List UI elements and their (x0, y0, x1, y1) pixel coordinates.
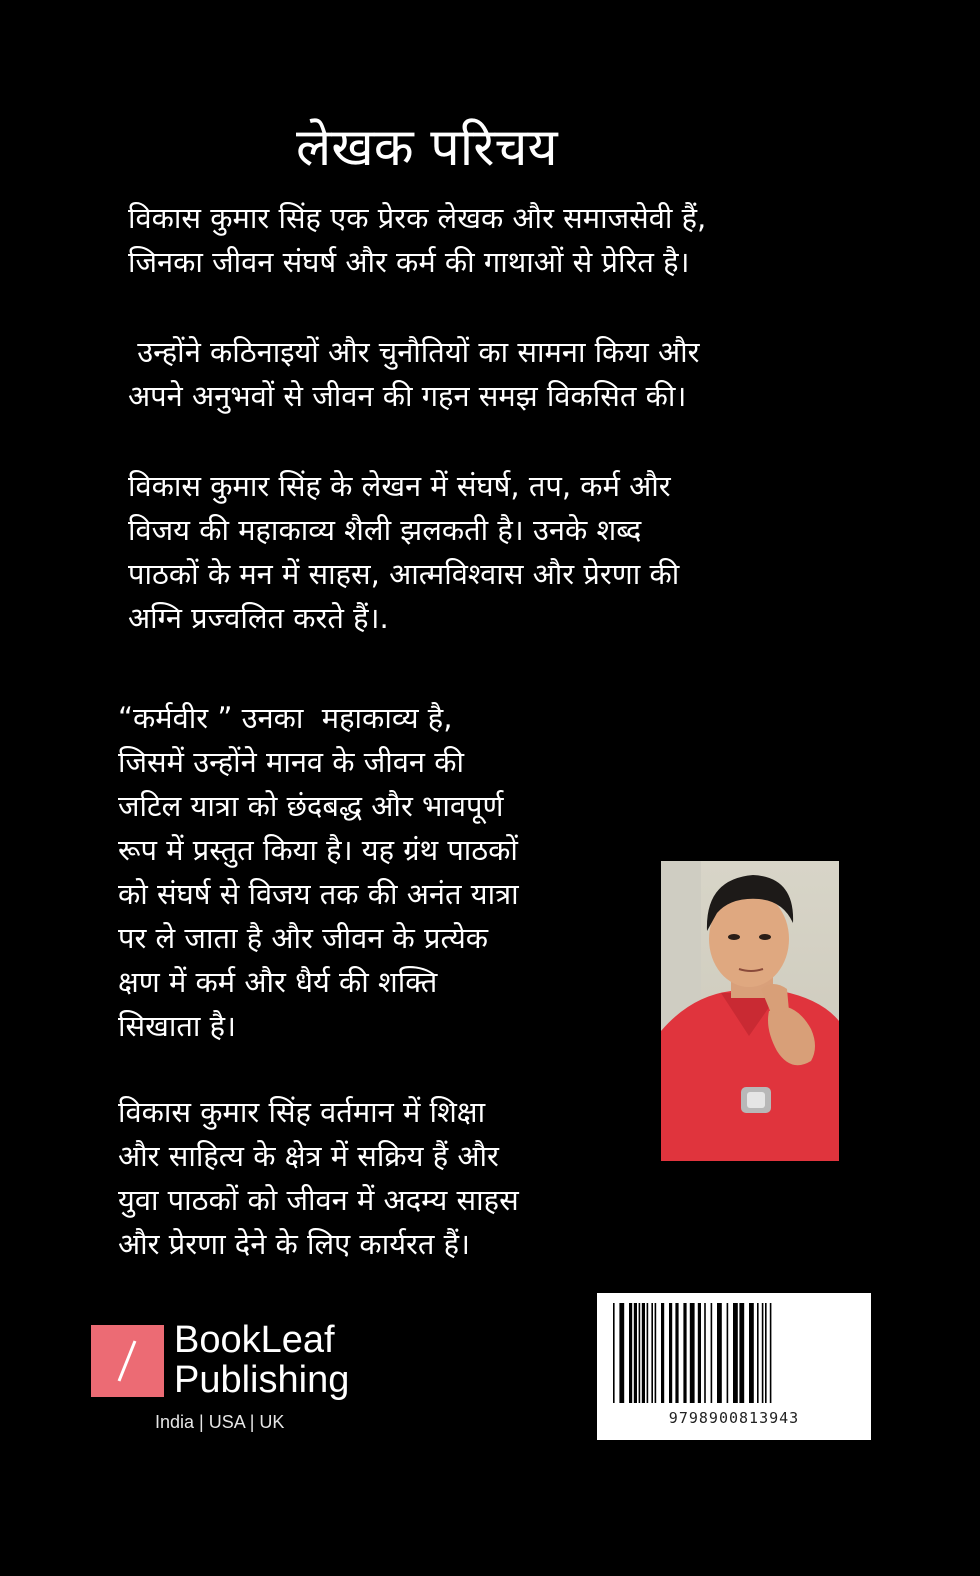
text-line: क्षण में कर्म और धैर्य की शक्ति (118, 965, 438, 999)
barcode-bar (642, 1303, 645, 1403)
barcode-bar (727, 1303, 729, 1403)
barcode-bar (704, 1303, 706, 1403)
struggle-paragraph (128, 330, 700, 418)
barcode-bar (757, 1303, 759, 1403)
isbn-barcode (597, 1293, 871, 1440)
text-line: अपने अनुभवों से जीवन की गहन समझ विकसित की। (128, 379, 687, 413)
text-line: विकास कुमार सिंह वर्तमान में शिक्षा (118, 1095, 486, 1129)
text-line: अग्नि प्रज्वलित करते हैं।. (128, 601, 389, 635)
text-line: “कर्मवीर ” उनका महाकाव्य है, (118, 701, 453, 735)
writing-style-paragraph (128, 464, 679, 640)
barcode-bar (749, 1303, 754, 1403)
slash-icon (113, 1337, 141, 1385)
text-line: रूप में प्रस्तुत किया है। यह ग्रंथ पाठकों (118, 833, 518, 867)
barcode-bar (711, 1303, 713, 1403)
text-line: पर ले जाता है और जीवन के प्रत्येक (118, 921, 489, 955)
publisher-name-line2: Publishing (174, 1359, 350, 1401)
publisher-logo-mark (91, 1325, 164, 1397)
text-line: उन्होंने कठिनाइयों और चुनौतियों का सामना किया और (128, 335, 700, 369)
barcode-bar (647, 1303, 649, 1403)
barcode-icon (609, 1303, 859, 1407)
barcode-bar (669, 1303, 672, 1403)
publisher-name (174, 1320, 349, 1400)
barcode-bar (739, 1303, 744, 1403)
text-line: को संघर्ष से विजय तक की अनंत यात्रा (118, 877, 519, 911)
text-line: जिसमें उन्होंने मानव के जीवन की (118, 745, 465, 779)
barcode-bar (698, 1303, 701, 1403)
text-line: विकास कुमार सिंह एक प्रेरक लेखक और समाजसेवी हैं, (128, 201, 707, 235)
book-description-paragraph (118, 696, 519, 1048)
barcode-bar (629, 1303, 632, 1403)
barcode-bar (619, 1303, 624, 1403)
barcode-bar (683, 1303, 686, 1403)
barcode-bar (639, 1303, 641, 1403)
barcode-bar (634, 1303, 637, 1403)
barcode-bar (770, 1303, 772, 1403)
barcode-bar (661, 1303, 664, 1403)
text-line: युवा पाठकों को जीवन में अदम्य साहस (118, 1183, 519, 1217)
publisher-tagline: India | USA | UK (155, 1412, 285, 1432)
text-line: विकास कुमार सिंह के लेखन में संघर्ष, तप, कर्म और (128, 469, 671, 503)
text-line: विजय की महाकाव्य शैली झलकती है। उनके शब्द (128, 513, 642, 547)
barcode-bar (717, 1303, 722, 1403)
barcode-bar (762, 1303, 764, 1403)
barcode-bar (733, 1303, 738, 1403)
barcode-bar (651, 1303, 653, 1403)
text-line: और प्रेरणा देने के लिए कार्यरत हैं। (118, 1227, 471, 1261)
text-line: सिखाता है। (118, 1009, 236, 1043)
text-line: जिनका जीवन संघर्ष और कर्म की गाथाओं से प्रेरित है। (128, 245, 690, 279)
author-portrait-icon (661, 861, 839, 1161)
author-photo (661, 861, 839, 1161)
text-line: पाठकों के मन में साहस, आत्मविश्वास और प्रेरणा की (128, 557, 680, 591)
intro-paragraph (128, 196, 706, 284)
barcode-bar (765, 1303, 767, 1403)
barcode-bar (613, 1303, 615, 1403)
text-line: जटिल यात्रा को छंदबद्ध और भावपूर्ण (118, 789, 504, 823)
barcode-bar (655, 1303, 657, 1403)
barcode-bar (690, 1303, 695, 1403)
text-line: और साहित्य के क्षेत्र में सक्रिय हैं और (118, 1139, 499, 1173)
page-title: लेखक परिचय (296, 118, 558, 178)
barcode-bar (675, 1303, 678, 1403)
isbn-number: 9798900813943 (668, 1409, 800, 1427)
current-work-paragraph (118, 1090, 519, 1266)
publisher-name-line1: BookLeaf (174, 1319, 335, 1361)
